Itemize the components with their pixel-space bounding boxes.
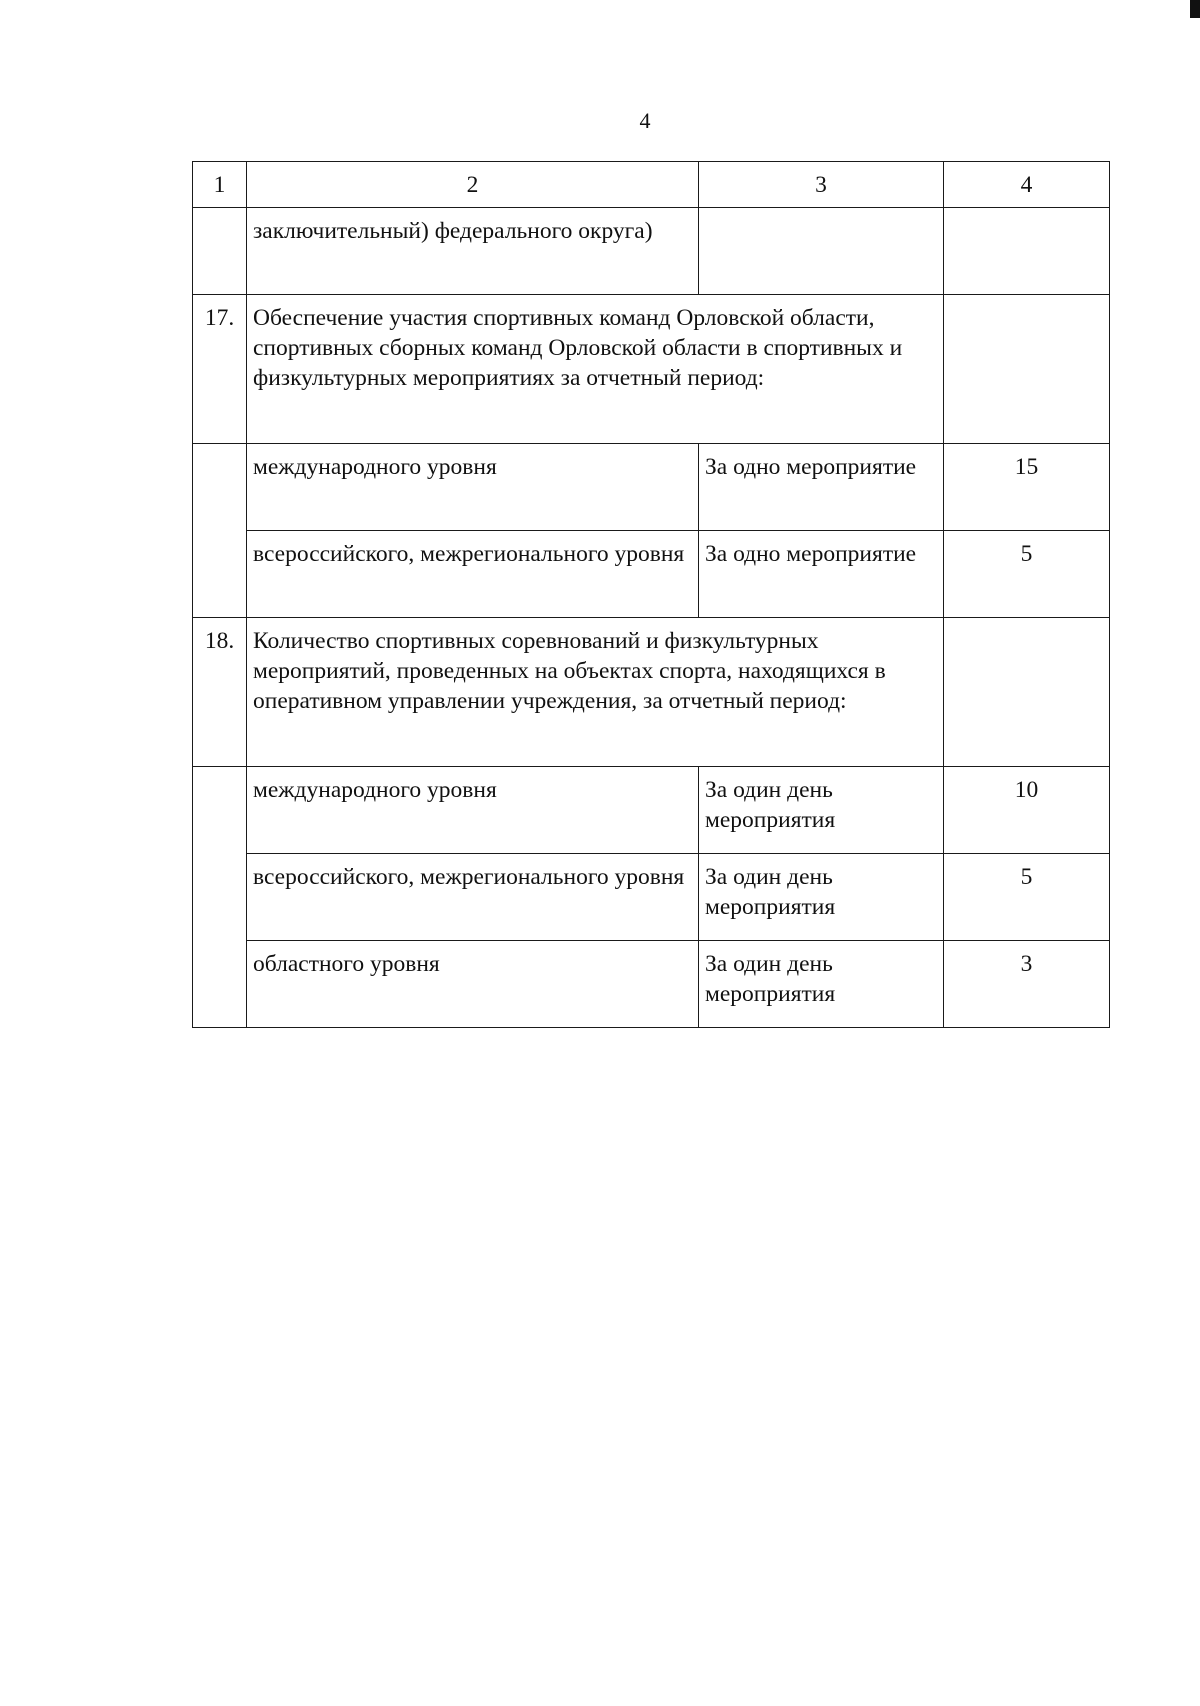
group-18-score-empty	[944, 618, 1110, 767]
table-row-group-17	[193, 295, 1110, 444]
item-name: областного уровня	[247, 941, 699, 1028]
item-unit: За один день мероприятия	[699, 941, 944, 1028]
continuation-unit-cell	[699, 208, 944, 295]
group-18-title: Количество спортивных соревнований и физкультурных мероприятий, проведенных на объектах спорта, находящихся в оперативном управлении учреждения, за отчетный период:	[247, 618, 944, 767]
sub-number-cell	[193, 531, 247, 618]
continuation-name-cell: заключительный) федерального округа)	[247, 208, 699, 295]
sub-number-cell	[193, 444, 247, 531]
header-cell-1: 1	[193, 162, 247, 208]
item-score: 10	[944, 767, 1110, 854]
group-17-score-empty	[944, 295, 1110, 444]
item-name: международного уровня	[247, 444, 699, 531]
table-row-continuation	[193, 208, 1110, 295]
item-name: всероссийского, межрегионального уровня	[247, 531, 699, 618]
sub-number-cell	[193, 854, 247, 941]
item-name: всероссийского, межрегионального уровня	[247, 854, 699, 941]
group-18-number: 18.	[193, 618, 247, 767]
criteria-table	[192, 161, 1110, 1028]
item-score: 5	[944, 854, 1110, 941]
sub-number-cell	[193, 767, 247, 854]
table-header-row	[193, 162, 1110, 208]
table-row-18-international	[193, 767, 1110, 854]
item-score: 3	[944, 941, 1110, 1028]
table-row-17-national	[193, 531, 1110, 618]
item-unit: За одно мероприятие	[699, 444, 944, 531]
item-unit: За один день мероприятия	[699, 767, 944, 854]
table-row-18-national	[193, 854, 1110, 941]
header-cell-3: 3	[699, 162, 944, 208]
table-row-18-regional	[193, 941, 1110, 1028]
page-number: 4	[639, 108, 651, 133]
table-row-group-18	[193, 618, 1110, 767]
sub-number-cell	[193, 941, 247, 1028]
scan-edge-mark	[1190, 0, 1200, 18]
continuation-score-cell	[944, 208, 1110, 295]
item-name: международного уровня	[247, 767, 699, 854]
header-cell-2: 2	[247, 162, 699, 208]
item-score: 5	[944, 531, 1110, 618]
item-score: 15	[944, 444, 1110, 531]
group-17-number: 17.	[193, 295, 247, 444]
header-cell-4: 4	[944, 162, 1110, 208]
group-17-title: Обеспечение участия спортивных команд Орловской области, спортивных сборных команд Орловской области в спортивных и физкультурных мероприятиях за отчетный период:	[247, 295, 944, 444]
continuation-number-cell	[193, 208, 247, 295]
item-unit: За одно мероприятие	[699, 531, 944, 618]
item-unit: За один день мероприятия	[699, 854, 944, 941]
table-row-17-international	[193, 444, 1110, 531]
